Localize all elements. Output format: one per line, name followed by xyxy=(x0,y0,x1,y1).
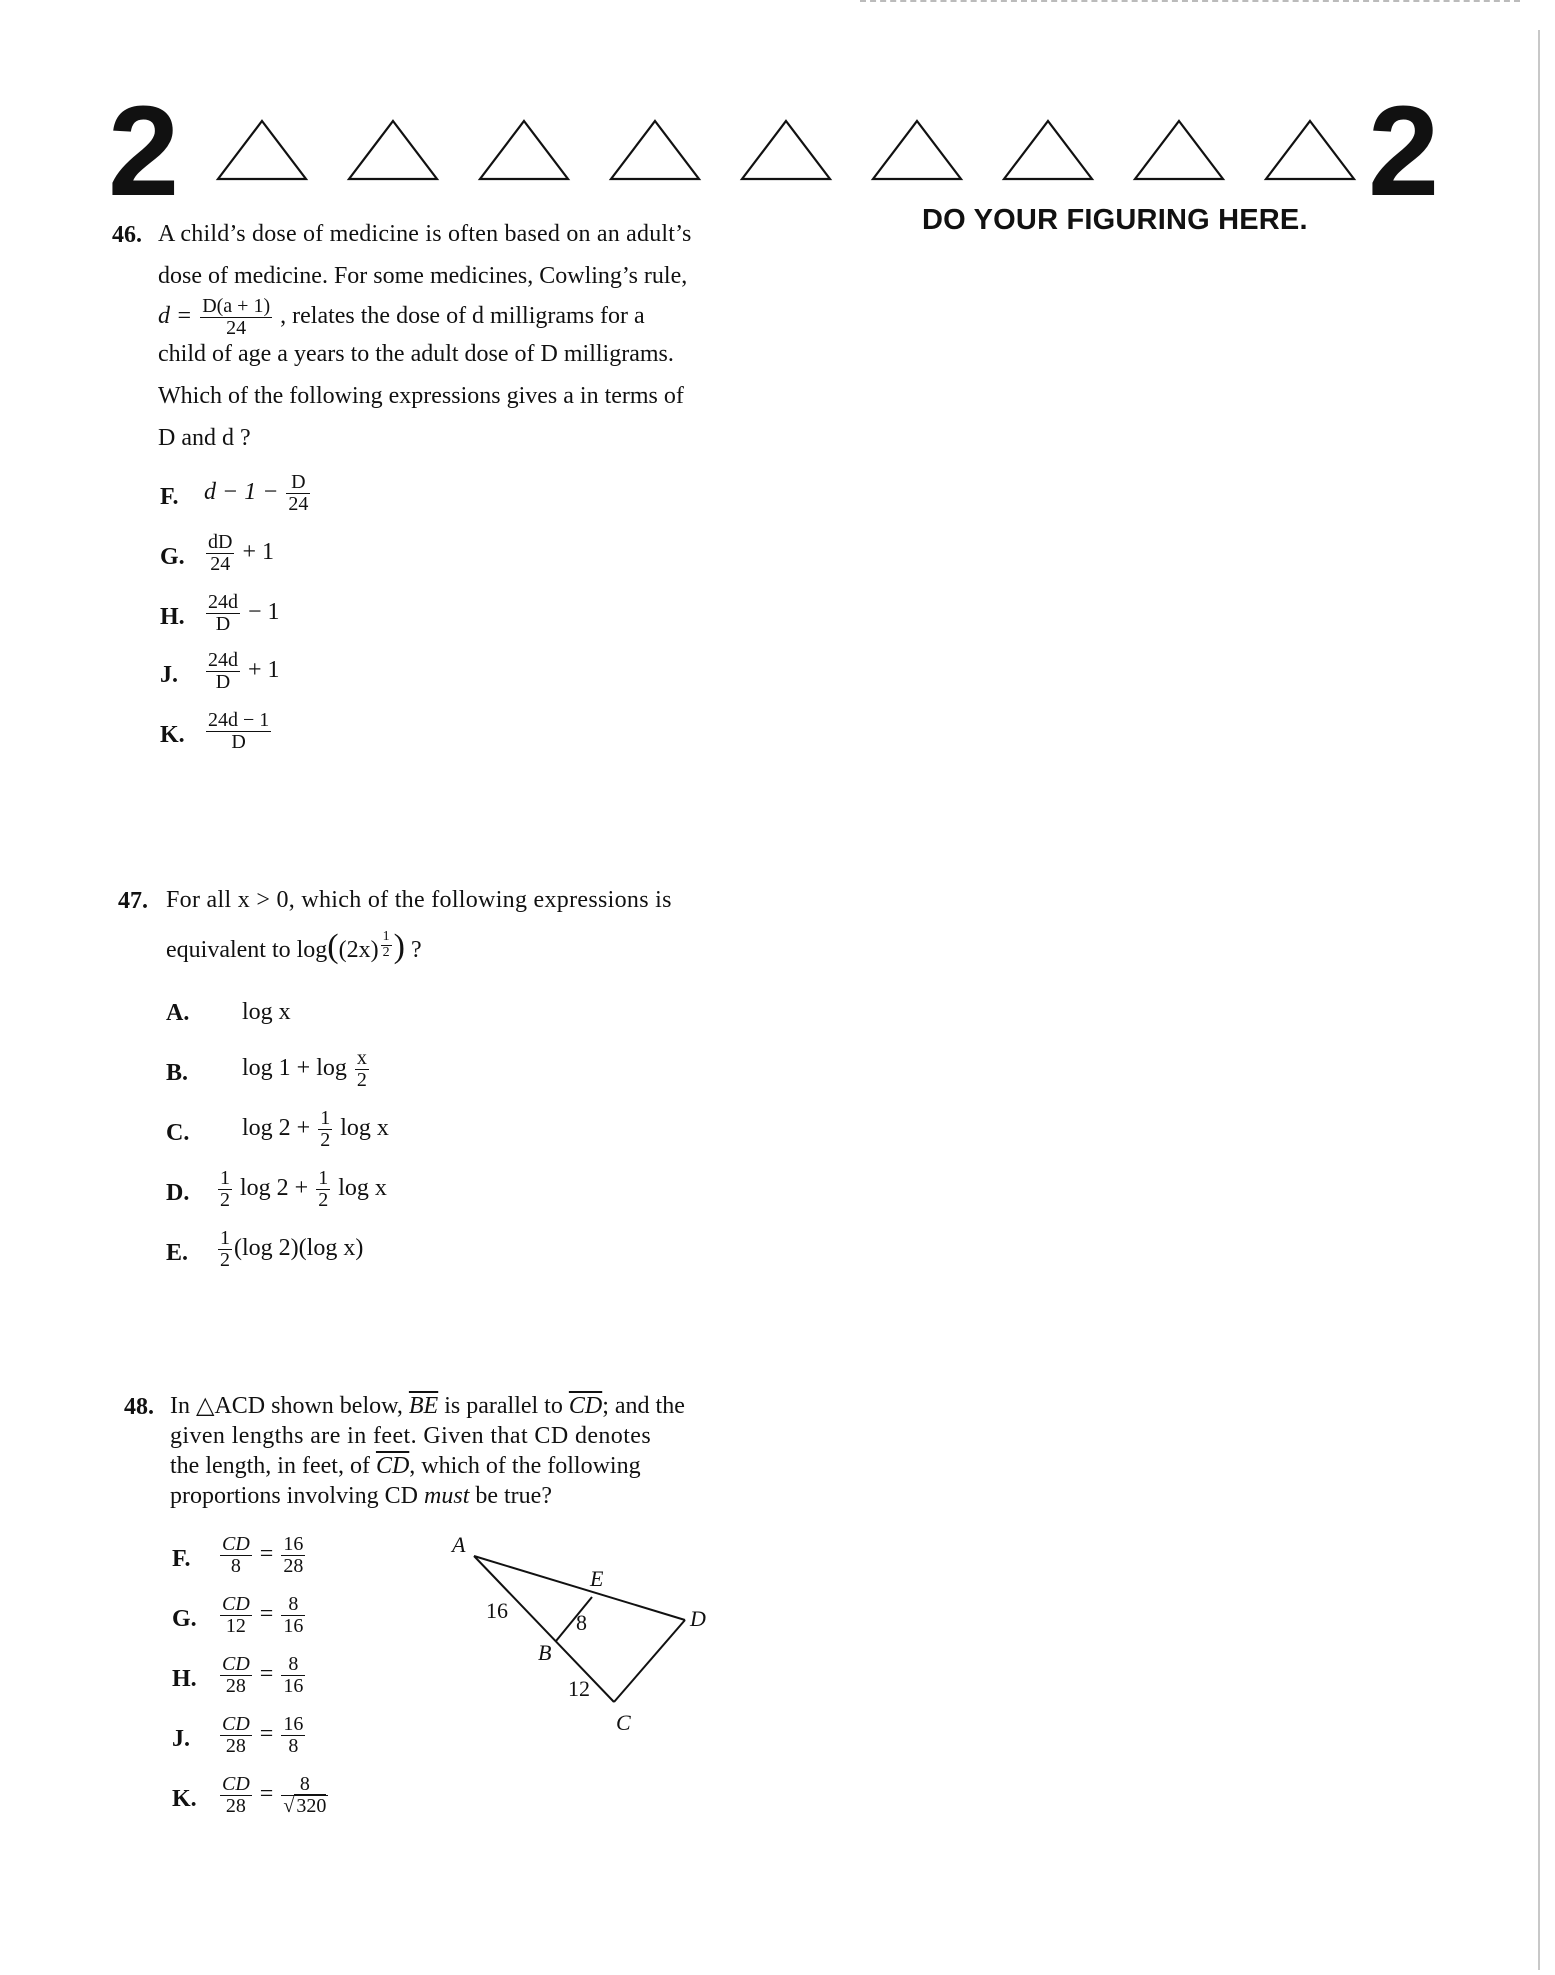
fraction-denominator: 2 xyxy=(320,1129,331,1151)
q46-option-fraction xyxy=(206,650,240,693)
length-bc-label: 12 xyxy=(568,1676,590,1701)
q47-number: 47. xyxy=(118,888,148,914)
q48-line1 xyxy=(170,1394,685,1418)
q46-option-expression xyxy=(204,472,312,515)
fraction-numerator: 8 xyxy=(281,1774,328,1796)
q46-option-fraction xyxy=(206,710,271,753)
fraction-denominator: 8 xyxy=(230,1555,241,1577)
fraction-denominator: 24 xyxy=(210,553,231,575)
triangle-acd-diagram xyxy=(430,1530,760,1750)
q48-option-expression xyxy=(218,1714,307,1757)
q48-line4 xyxy=(170,1484,552,1508)
fraction-denominator: 2 xyxy=(220,1249,230,1271)
q46-line6: D and d ? xyxy=(158,425,251,451)
segment-cd xyxy=(614,1620,685,1702)
triangle-icon xyxy=(1000,118,1096,182)
triangle-icon xyxy=(1262,118,1358,182)
q46-line3-post: , relates the dose of d milligrams for a xyxy=(280,303,645,330)
q48-option-right-fraction xyxy=(281,1534,305,1577)
q48-option-left-fraction xyxy=(220,1594,252,1637)
q48-seg-cd: $\overline{CD}$ xyxy=(568,1393,603,1419)
q48-line3-b: , which of the following xyxy=(409,1453,641,1479)
q48-option-letter: K. xyxy=(172,1786,197,1812)
fraction-numerator: CD xyxy=(222,1773,250,1795)
fraction-denominator: 16 xyxy=(283,1675,304,1697)
sqrt-radical: √ xyxy=(283,1795,295,1817)
q46-line4: child of age a years to the adult dose of D milligrams. xyxy=(158,341,674,367)
q48-line3 xyxy=(170,1454,641,1478)
q46-option-post: + 1 xyxy=(236,539,274,566)
vertex-d-label: D xyxy=(690,1606,706,1631)
q47-option-letter: E. xyxy=(166,1240,189,1266)
q47-line2-pre: equivalent to log xyxy=(166,937,328,963)
q48-line2: given lengths are in feet. Given that CD denotes xyxy=(170,1423,652,1449)
q46-line3-pre: d = xyxy=(158,303,193,330)
q48-option-letter: F. xyxy=(172,1546,191,1572)
q47-option-expression xyxy=(242,1000,291,1024)
length-be-label: 8 xyxy=(576,1610,587,1635)
q48-line1-c: ; and the xyxy=(602,1393,685,1419)
q47-option-pre: log 1 + log xyxy=(242,1055,353,1082)
q48-option-left-fraction xyxy=(220,1714,252,1757)
q46-option-pre: d − 1 − xyxy=(204,479,285,506)
q48-option-letter: J. xyxy=(172,1726,190,1752)
q47-line1: For all x > 0, which of the following expressions is xyxy=(166,887,672,913)
q47-option-fraction xyxy=(218,1168,232,1211)
q48-option-equals: = xyxy=(253,1721,280,1748)
fraction-numerator: 1 xyxy=(220,1167,230,1189)
q46-option-expression xyxy=(204,650,280,693)
q47-line2 xyxy=(166,930,422,964)
fraction-denominator: 28 xyxy=(225,1735,246,1757)
fraction-denominator xyxy=(281,1796,328,1817)
fraction-denominator: 2 xyxy=(318,1189,329,1211)
page-edge-line xyxy=(1538,30,1540,1970)
fraction-denominator: 8 xyxy=(288,1735,299,1757)
q46-option-post: − 1 xyxy=(242,599,280,626)
q48-line1-b: is parallel to xyxy=(444,1393,563,1419)
q47-option-pre: log 2 + xyxy=(242,1115,317,1142)
vertex-a-label: A xyxy=(452,1532,466,1557)
q48-option-right-fraction xyxy=(281,1594,305,1637)
q48-option-equals: = xyxy=(253,1781,280,1808)
fraction-denominator: D xyxy=(215,613,231,635)
triangle-icon xyxy=(1131,118,1227,182)
figuring-label: DO YOUR FIGURING HERE. xyxy=(922,204,1308,236)
fraction-denominator: 28 xyxy=(225,1675,246,1697)
triangle-icon xyxy=(869,118,965,182)
q47-option-fraction xyxy=(316,1168,330,1211)
q46-option-fraction xyxy=(206,532,234,575)
q47-option-post: log x xyxy=(334,1115,389,1142)
fraction-denominator: 16 xyxy=(283,1615,304,1637)
q48-option-letter: G. xyxy=(172,1606,197,1632)
q47-option-expression xyxy=(242,1048,371,1091)
q46-line2: dose of medicine. For some medicines, Cowling’s rule, xyxy=(158,263,688,289)
q48-option-left-fraction xyxy=(220,1654,252,1697)
q47-option-mid: log 2 + xyxy=(234,1175,315,1202)
fraction-denominator: 24 xyxy=(288,493,309,515)
fraction-numerator: CD xyxy=(222,1713,250,1735)
fraction-denominator: 2 xyxy=(220,1189,230,1211)
q46-option-fraction xyxy=(286,472,310,515)
q47-exponent xyxy=(381,930,392,960)
q48-option-letter: H. xyxy=(172,1666,197,1692)
fraction-numerator: CD xyxy=(222,1653,250,1675)
vertex-e-label: E xyxy=(590,1566,604,1591)
q48-option-equals: = xyxy=(253,1541,280,1568)
q48-option-expression xyxy=(218,1594,307,1637)
fraction-denominator: 2 xyxy=(356,1069,367,1091)
q47-line2-post: ? xyxy=(410,937,422,963)
q47-paren-close: ) xyxy=(393,928,405,965)
q46-option-fraction xyxy=(206,592,240,635)
q47-option-fraction xyxy=(218,1228,232,1271)
q47-option-expression xyxy=(216,1168,387,1211)
length-ab-label: 16 xyxy=(486,1598,508,1623)
fraction-numerator: D xyxy=(286,472,310,494)
q47-option-expression xyxy=(242,1108,389,1151)
triangle-icon xyxy=(738,118,834,182)
q46-line3 xyxy=(158,296,645,339)
q48-option-right-fraction xyxy=(281,1714,305,1757)
q46-line5: Which of the following expressions gives a in terms of xyxy=(158,383,684,409)
q47-option-text: log x xyxy=(242,999,291,1025)
q46-number: 46. xyxy=(112,222,142,248)
fraction-denominator: 28 xyxy=(283,1555,304,1577)
q46-line1: A child’s dose of medicine is often based on an adult’s xyxy=(158,221,692,247)
q46-option-expression xyxy=(204,532,274,575)
q48-number: 48. xyxy=(124,1394,154,1420)
fraction-numerator: CD xyxy=(222,1593,250,1615)
q47-option-fraction xyxy=(318,1108,332,1151)
scan-dashed-line xyxy=(860,0,1520,2)
fraction-numerator: 1 xyxy=(220,1227,230,1249)
q48-line4-must: must xyxy=(424,1483,470,1509)
q46-option-post: + 1 xyxy=(242,657,280,684)
fraction-denominator: D xyxy=(215,671,231,693)
q46-option-expression xyxy=(204,592,280,635)
section-number-left: 2 xyxy=(108,80,180,223)
q46-option-letter: K. xyxy=(160,722,185,748)
q48-option-right-fraction xyxy=(281,1654,305,1697)
fraction-numerator: 24d xyxy=(208,649,238,671)
triangle-icon xyxy=(345,118,441,182)
q48-option-left-fraction xyxy=(220,1534,252,1577)
q47-line2-inner: (2x) xyxy=(338,937,379,963)
vertex-c-label: C xyxy=(616,1710,631,1735)
q48-line4-b: be true? xyxy=(475,1483,552,1509)
fraction-numerator: 8 xyxy=(281,1654,305,1676)
sqrt-radicand: 320 xyxy=(296,1795,327,1817)
fraction-denominator: 28 xyxy=(225,1795,246,1817)
q47-option-fraction xyxy=(355,1048,369,1091)
q48-option-expression xyxy=(218,1654,307,1697)
q46-rule-num: D(a + 1) xyxy=(202,295,271,317)
fraction-denominator: 12 xyxy=(225,1615,246,1637)
q46-rule-fraction xyxy=(200,296,272,339)
q46-option-letter: H. xyxy=(160,604,185,630)
q48-line1-a: In △ACD shown below, xyxy=(170,1393,403,1419)
q48-option-left-fraction xyxy=(220,1774,252,1817)
triangle-icon xyxy=(607,118,703,182)
q48-option-expression xyxy=(218,1534,307,1577)
fraction-numerator: 16 xyxy=(283,1533,304,1555)
q48-line3-a: the length, in feet, of xyxy=(170,1453,370,1479)
q46-option-letter: F. xyxy=(160,484,179,510)
q48-option-right-fraction xyxy=(281,1774,328,1817)
q46-option-letter: G. xyxy=(160,544,185,570)
q48-option-equals: = xyxy=(253,1601,280,1628)
q47-exp-den: 2 xyxy=(382,944,390,960)
q46-option-letter: J. xyxy=(160,662,178,688)
q48-line3-seg: $\overline{CD}$ xyxy=(375,1453,410,1479)
triangle-icon xyxy=(476,118,572,182)
fraction-numerator: CD xyxy=(222,1533,250,1555)
q48-option-expression xyxy=(218,1774,330,1817)
section-number-right: 2 xyxy=(1368,80,1440,223)
q46-option-expression xyxy=(204,710,273,753)
q46-rule-den: 24 xyxy=(226,317,247,339)
triangle-icon xyxy=(214,118,310,182)
fraction-numerator: x xyxy=(356,1047,367,1069)
fraction-numerator: dD xyxy=(208,531,233,553)
q47-option-letter: D. xyxy=(166,1180,190,1206)
q47-option-expression xyxy=(216,1228,363,1271)
q47-exp-num: 1 xyxy=(382,929,390,944)
q47-option-letter: C. xyxy=(166,1120,190,1146)
q48-line4-a: proportions involving CD xyxy=(170,1483,419,1509)
fraction-denominator: D xyxy=(231,731,246,753)
fraction-numerator: 16 xyxy=(283,1713,304,1735)
fraction-numerator: 1 xyxy=(320,1107,331,1129)
vertex-b-label: B xyxy=(538,1640,552,1665)
fraction-numerator: 24d − 1 xyxy=(208,709,270,731)
q48-seg-be: $\overline{BE}$ xyxy=(408,1393,439,1419)
fraction-numerator: 8 xyxy=(281,1594,305,1616)
q47-option-letter: B. xyxy=(166,1060,189,1086)
fraction-numerator: 24d xyxy=(208,591,238,613)
fraction-numerator: 1 xyxy=(318,1167,329,1189)
q47-option-post: log x xyxy=(332,1175,387,1202)
q47-option-letter: A. xyxy=(166,1000,190,1026)
q48-option-equals: = xyxy=(253,1661,280,1688)
q47-paren-open: ( xyxy=(327,928,339,965)
q47-option-post: (log 2)(log x) xyxy=(234,1235,364,1262)
